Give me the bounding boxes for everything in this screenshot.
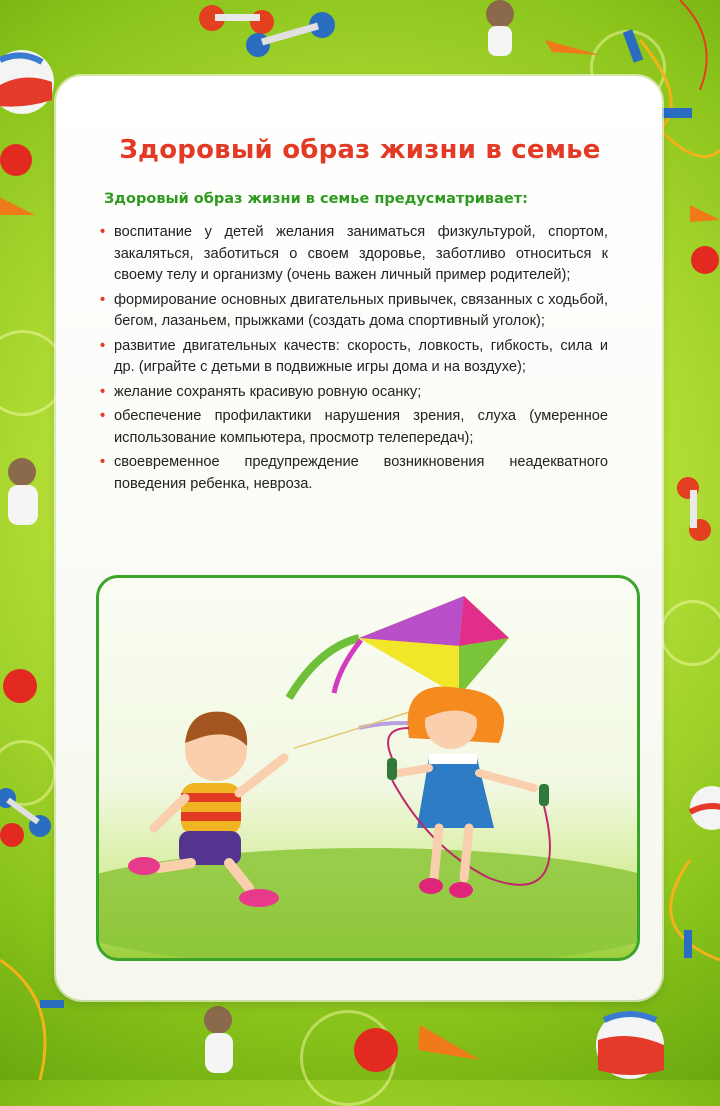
carrot-icon xyxy=(690,205,720,222)
list-item: • формирование основных двигательных привычек, связанных с ходьбой, бегом, лазаньем, прыжками (создать дома спортивный уголок); xyxy=(100,291,608,329)
bullet-icon: • xyxy=(100,408,106,424)
carrot-icon xyxy=(0,195,35,215)
jump-rope-icon xyxy=(0,960,45,1080)
ball-icon xyxy=(0,50,54,114)
page-title: Здоровый образ жизни в семье xyxy=(119,135,601,165)
teddy-bear-icon xyxy=(486,0,514,56)
list-item: • развитие двигательных качеств: скорость, ловкость, гибкость, сила и др. (играйте с детьми в подвижные игры дома и на воздухе); xyxy=(100,337,608,375)
apple-icon xyxy=(354,1028,398,1072)
list-item: • обеспечение профилактики нарушения зрения, слуха (умеренное использование компьютера, просмотр телепередач); xyxy=(100,408,608,446)
bullet-icon: • xyxy=(100,291,106,308)
apple-icon xyxy=(691,246,719,274)
recommendation-list xyxy=(100,222,608,498)
teddy-bear-icon xyxy=(204,1006,233,1073)
list-item: • своевременное предупреждение возникновения неадекватного поведения ребенка, невроза. xyxy=(100,454,608,492)
bullet-icon: • xyxy=(100,337,106,354)
section-subtitle: Здоровый образ жизни в семье предусматривает: xyxy=(104,191,528,207)
apple-icon xyxy=(0,823,24,847)
dumbbell-icon xyxy=(199,5,274,34)
ball-icon xyxy=(596,1011,664,1079)
list-item: • желание сохранять красивую ровную осанку; xyxy=(100,382,608,404)
carrot-icon xyxy=(545,40,600,55)
children-playing-illustration xyxy=(96,575,640,961)
list-item: • воспитание у детей желания заниматься физкультурой, спортом, закаляться, заботиться о своем здоровье, заботливо относиться к своему телу и организму (очень важен личный пример родителей); xyxy=(100,224,608,283)
bullet-icon: • xyxy=(100,454,106,470)
dumbbell-icon xyxy=(677,477,711,541)
teddy-bear-icon xyxy=(8,458,38,525)
carrot-icon xyxy=(418,1025,480,1060)
bullet-icon: • xyxy=(100,224,106,240)
bullet-icon: • xyxy=(100,383,106,400)
apple-icon xyxy=(3,669,37,703)
